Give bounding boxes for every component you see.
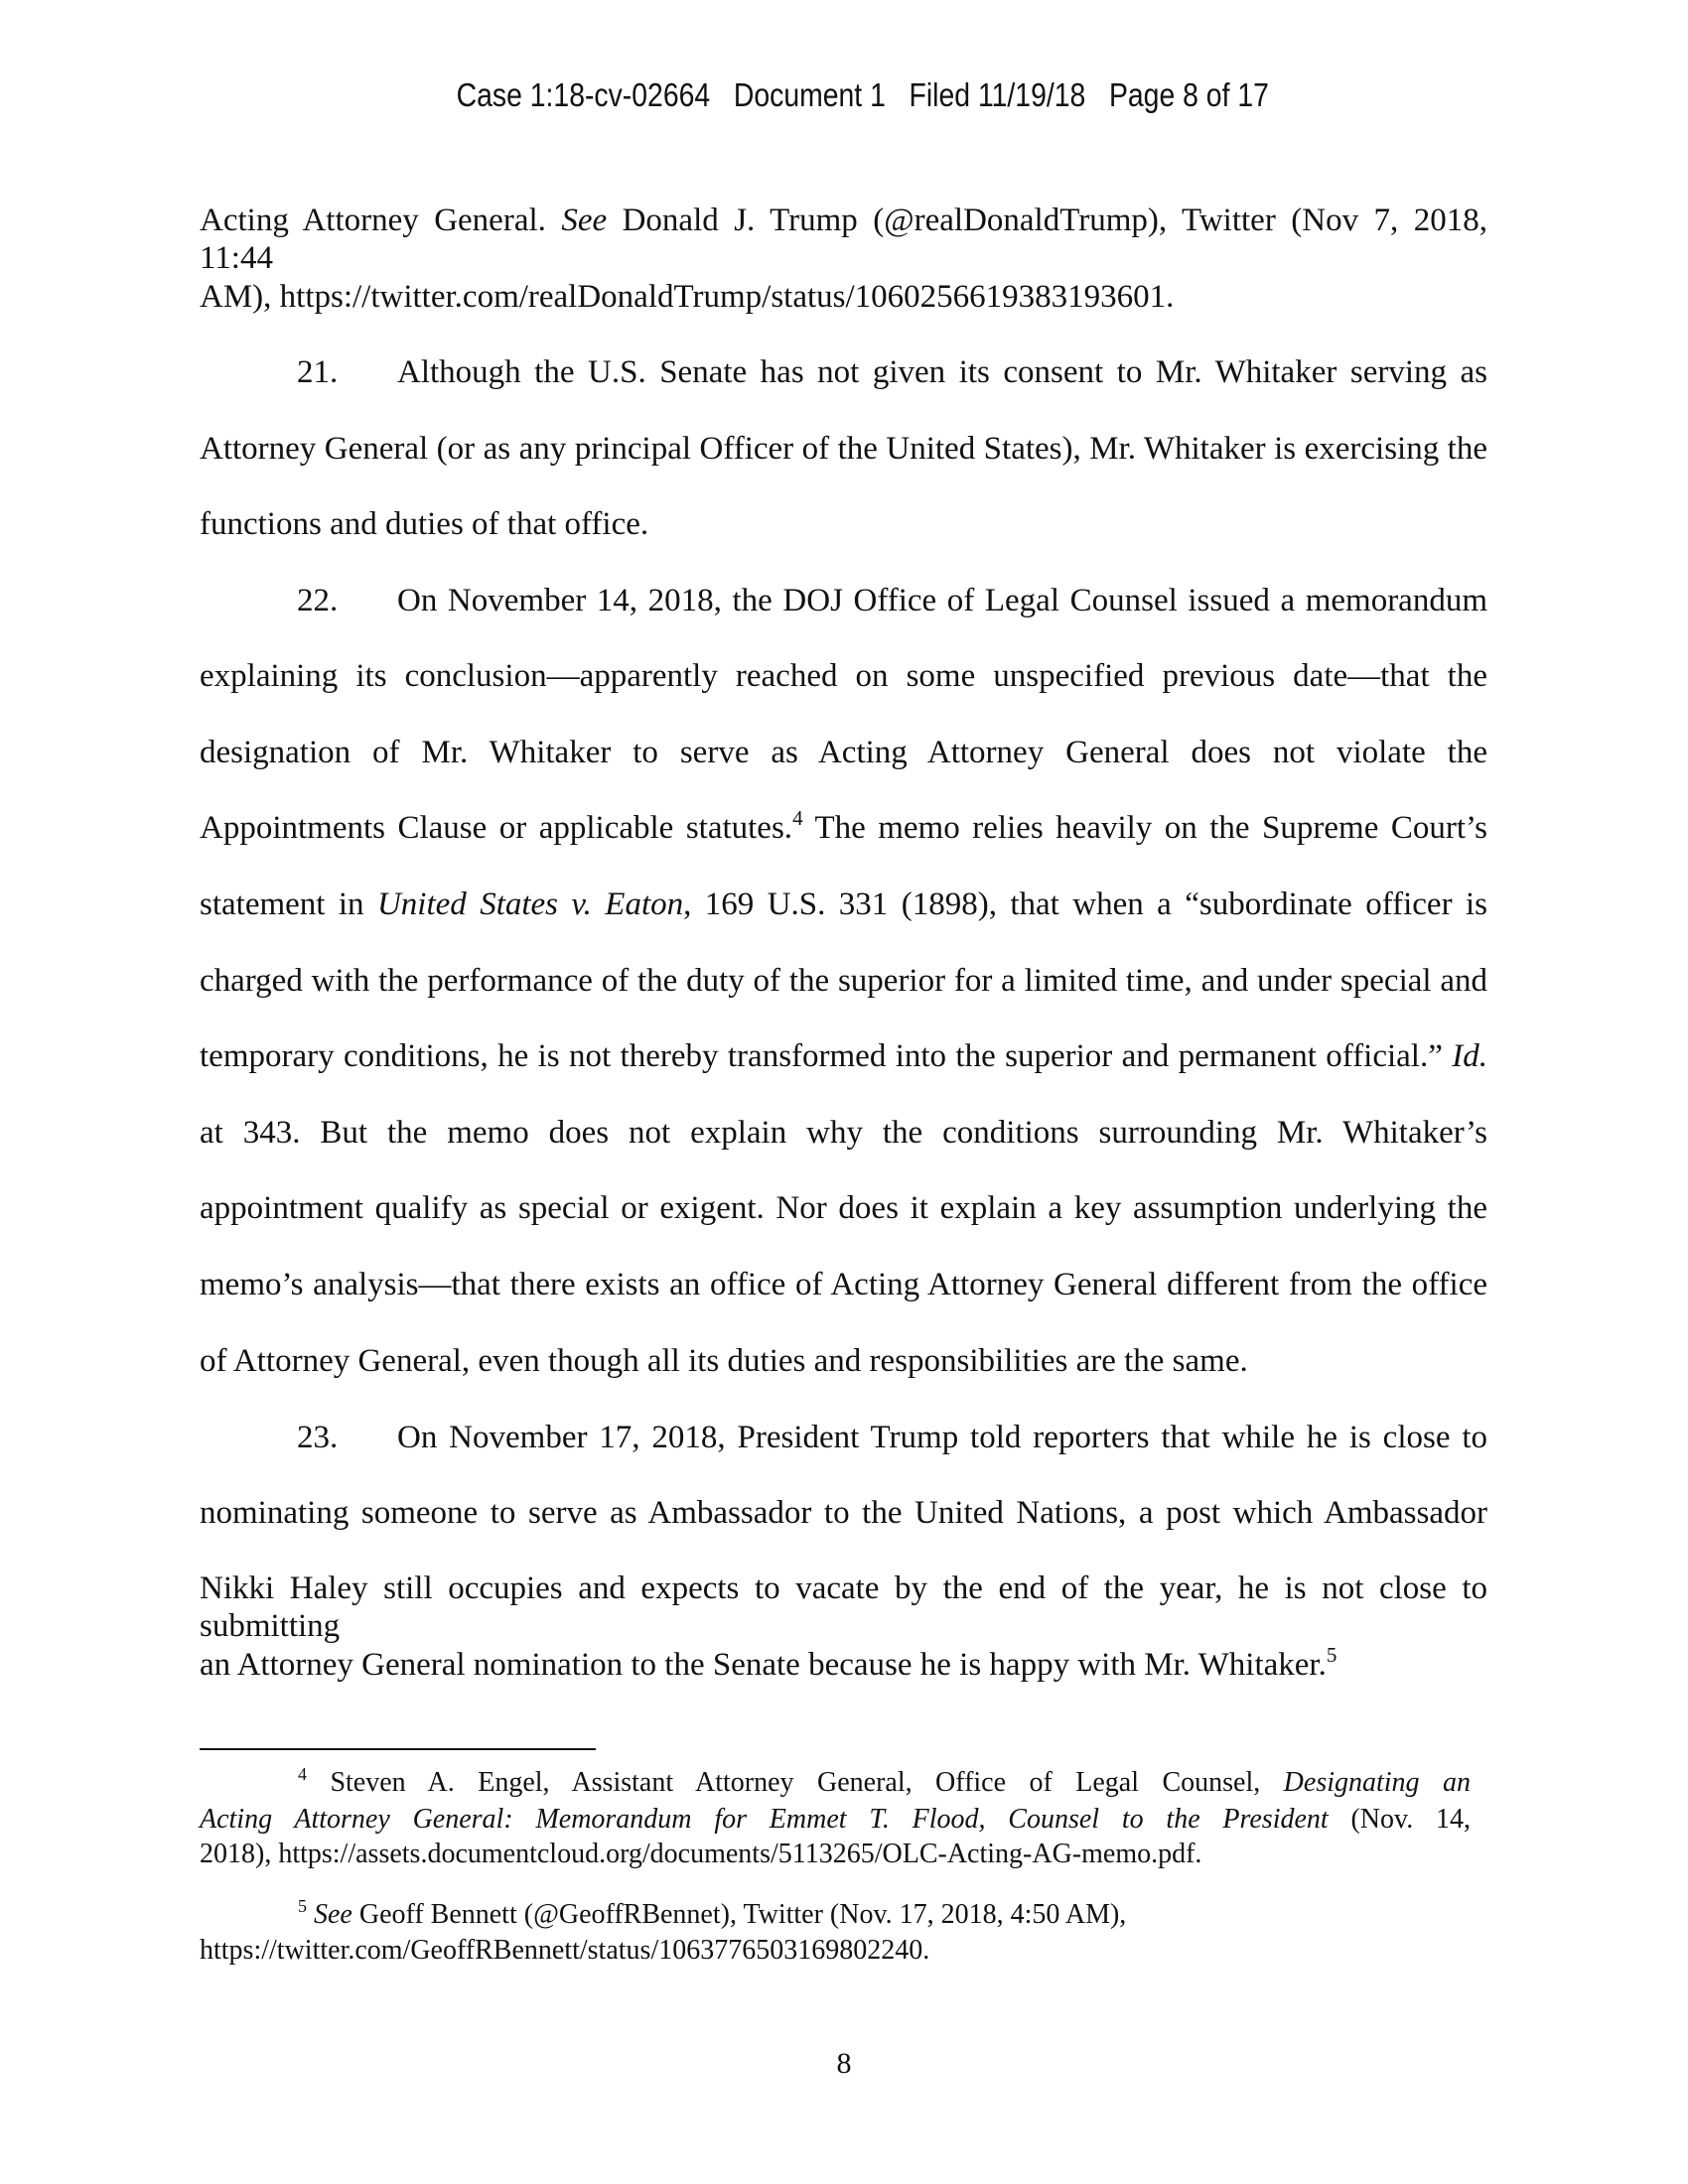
footnote-5-line-2 (200, 1935, 1471, 1967)
paragraph-number: 22. (297, 583, 339, 618)
footnote-4-line-1: $^4$ Steven A. Engel, Assistant Attorney General, Office of Legal Counsel, Designating an (298, 1764, 1471, 1798)
body-line: Attorney General (or as any principal Officer of the United States), Mr. Whitaker is exercising the (200, 431, 1487, 467)
body-line: an Attorney General nomination to the Senate because he is happy with Mr. Whitaker.$^5$ (200, 1643, 1337, 1683)
footnote-number: 5 (298, 1896, 307, 1916)
footnote-ref-5[interactable]: 5 (1326, 1643, 1337, 1667)
footnote-separator (200, 1748, 596, 1750)
footnote-5-line-1: $^5$ See Geoff Bennett (@GeoffRBennet), Twitter (Nov. 17, 2018, 4:50 AM), (298, 1896, 1127, 1930)
paragraph-22-line-1: 22. On November 14, 2018, the DOJ Office of Legal Counsel issued a memorandum (297, 583, 1487, 618)
case-number: Case 1:18-cv-02664 (456, 76, 710, 113)
footnote-4-line-3 (200, 1839, 1471, 1870)
body-line: explaining its conclusion—apparently reached on some unspecified previous date—that the (200, 658, 1487, 694)
body-line: of Attorney General, even though all its duties and responsibilities are the same. (200, 1343, 1248, 1379)
footnote-number: 4 (298, 1764, 307, 1784)
body-line: Acting Attorney General. See Donald J. Trump (@realDonaldTrump), Twitter (Nov 7, 2018, 11:44 (200, 203, 1487, 276)
paragraph-number: 23. (297, 1420, 339, 1455)
body-line: functions and duties of that office. (200, 506, 649, 542)
page-number: 8 (836, 2047, 852, 2080)
paragraph-21-line-1: 21. Although the U.S. Senate has not given its consent to Mr. Whitaker serving as (297, 354, 1487, 390)
body-line: at 343. But the memo does not explain why the conditions surrounding Mr. Whitaker’s (200, 1115, 1487, 1151)
body-line: charged with the performance of the duty of the superior for a limited time, and under special and (200, 963, 1487, 999)
page-count: Page 8 of 17 (1108, 76, 1269, 113)
body-line: Nikki Haley still occupies and expects to vacate by the end of the year, he is not close to submitting (200, 1570, 1487, 1644)
body-line: AM), https://twitter.com/realDonaldTrump/status/1060256619383193601. (200, 279, 1175, 315)
body-line: designation of Mr. Whitaker to serve as Acting Attorney General does not violate the (200, 735, 1487, 770)
ecf-header (0, 39, 1688, 113)
body-line: nominating someone to serve as Ambassador to the United Nations, a post which Ambassador (200, 1495, 1487, 1531)
body-line: Appointments Clause or applicable statutes.$^4$ The memo relies heavily on the Supreme Court’s (200, 806, 1487, 846)
footnote-link[interactable]: https://twitter.com/GeoffRBennett/status/1063776503169802240. (200, 1935, 930, 1966)
footnote-link[interactable]: 2018), https://assets.documentcloud.org/documents/5113265/OLC-Acting-AG-memo.pdf. (200, 1839, 1202, 1869)
body-line: memo’s analysis—that there exists an office of Acting Attorney General different from the office (200, 1267, 1487, 1302)
paragraph-number: 21. (297, 354, 339, 390)
body-line: appointment qualify as special or exigent. Nor does it explain a key assumption underlying the (200, 1190, 1487, 1226)
body-line: statement in United States v. Eaton, 169 U.S. 331 (1898), that when a “subordinate officer is (200, 887, 1487, 922)
document-number: Document 1 (733, 76, 886, 113)
footnote-4-line-2: Acting Attorney General: Memorandum for Emmet T. Flood, Counsel to the President (Nov. 14, (200, 1804, 1471, 1835)
case-citation: United States v. Eaton (376, 887, 684, 922)
paragraph-23-line-1: 23. On November 17, 2018, President Trump told reporters that while he is close to (297, 1420, 1487, 1455)
body-line: temporary conditions, he is not thereby transformed into the superior and permanent official.” Id. (200, 1038, 1488, 1074)
footnote-ref-4[interactable]: 4 (792, 806, 803, 830)
filed-date: Filed 11/19/18 (909, 76, 1085, 113)
